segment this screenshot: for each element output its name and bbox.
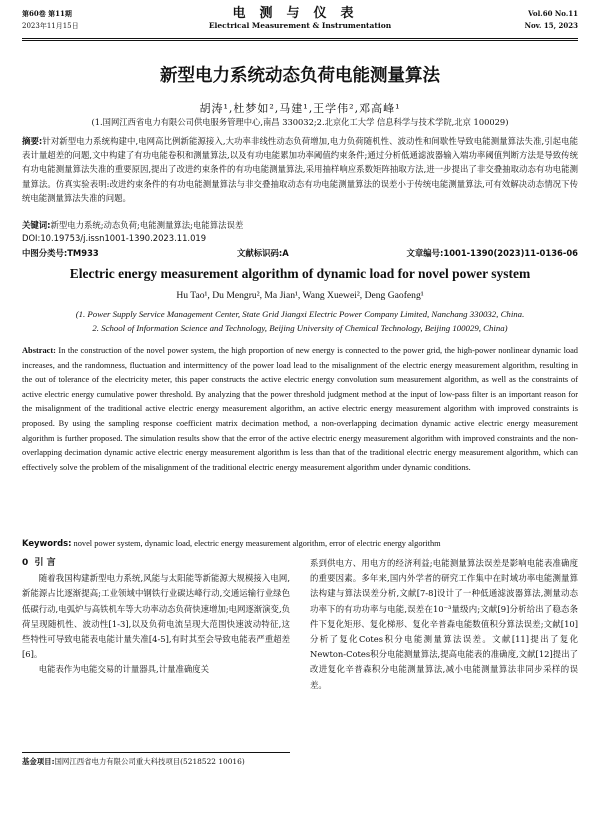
abstract-cn-text: 针对新型电力系统构建中,电网高比例新能源接入,大功率非线性动态负荷增加,电力负荷随机性、波动性和间歇性导致电能测量算法失准,引起电能表计量超差的问题,文中构建了有功电能卷积和测量算法,以及有功电能累加功率阈值约束条件;通过分析低通滤波器输入端功率阈值判断方法是导致传统有功电能测量算法失准的重要原因,提出了改进约束条件的有功电能测量算法,采用抽样响应系数矩阵抽取方法,进一步提出了非交叠抽取动态有功电能测量算法。仿真实验表明:改进约束条件的有功电能测量算法与非交叠抽取动态有功电能测量算法的误差小于传统电能测量算法,可有效解决动态情况下传统电能测量算法失准的问题。 (22, 136, 578, 203)
abstract-en (22, 344, 578, 475)
abstract-cn (22, 134, 578, 205)
intro-paragraph-1: 随着我国构建新型电力系统,风能与太阳能等新能源大规模接入电网,新能源占比逐渐提高;工业领域中钢铁行业碳达峰行动,交通运输行业绿色低碳行动,电弧炉与高铁机车等大功率动态负荷快速增加;电网逐渐演变,负荷呈现随机性、波动性[1-3],以及负荷电流呈现大范围快速波动特征,这些特性可导致电能表电能计量失准[4-5],有时其至会导致电能表严重超差[6]。 (22, 573, 290, 660)
date-cn: 2023年11月15日 (22, 22, 79, 30)
right-paragraph-1: 系到供电方、用电方的经济利益;电能测量算法误差是影响电能表准确度的重要因素。多年来,国内外学者的研究工作集中在时域功率电能测量算法构建与算法误差分析,文献[7-8]设计了一种低通滤波器算法,测量动态功率下的有功功率与电能,误差在10⁻³量级内;文献[9]分析给出了稳态条件下复化矩形、复化梯形、复化辛普森电能数值积分算法误差;文献[10]分析了复化Cotes积分电能测量算法误差。文献[11]提出了复化Newton-Cotes积分电能测量算法,提高电能表的准确度,文献[12]提出了改进复化辛普森积分电能测量算法,减小电能测量算法非同步采样的误差。 (310, 558, 578, 690)
fund-text: 国网江西省电力有限公司重大科技项目(5218522 10016) (54, 757, 245, 766)
keywords-en-text: novel power system, dynamic load, electric energy measurement algorithm, error of electric energy algorithm (73, 539, 441, 548)
keywords-cn (22, 218, 578, 232)
section-number: 0 (22, 558, 29, 568)
section-title: 引 言 (34, 558, 56, 568)
intro-paragraph-2: 电能表作为电能交易的计量器具,计量准确度关 (38, 664, 209, 675)
fund-label: 基金项目: (22, 757, 55, 766)
title-cn: 新型电力系统动态负荷电能测量算法 (160, 66, 440, 86)
header-center (22, 8, 578, 32)
abstract-en-text: In the construction of the novel power system, the high proportion of new energy is connected to the power grid, the high-power nonlinear dynamic load increases, and the randomness, fluctuation and intermittency of the power load lead to the misalignment of the electric energy measurement algorithm, resulting in the out of tolerance of the electricity meter, this paper constructs the active electric energy convolution sum measurement algorithm, as well as the constraints of active electric energy cumulative power threshold. By analyzing that the power threshold judgment method at the input of low-pass filter is an important reason for the misalignment of the traditional active electric energy measurement algorithm, an active electric energy measurement algorithm with improved constraints is proposed. By using the sampling response coefficient matrix decimation method, a non-overlapping decimation dynamic active electric energy measurement algorithm is further proposed. The simulation results show that the error of the active electric energy measurement algorithm with improved constraints and the non-overlapping decimation dynamic active electric energy measurement algorithm is less than that of the traditional electric energy measurement algorithm, which can effectively solve the problem of the misalignment of the traditional electric energy measurement algorithm under dynamic conditions. (22, 346, 578, 472)
authors-cn: 胡涛¹,杜梦如²,马建¹,王学伟²,邓高峰¹ (199, 102, 401, 115)
header-right (525, 8, 578, 32)
header-rule (22, 38, 578, 39)
affiliation-en-2: 2. School of Information Science and Technology, Beijing University of Chemical Technology, Beijing 100029, China) (92, 323, 508, 333)
journal-name-en: Electrical Measurement & Instrumentation (208, 21, 392, 30)
article-id: 文章编号:1001-1390(2023)11-0136-06 (406, 248, 578, 258)
document-code: 文献标识码:A (237, 248, 289, 258)
affiliation-cn: (1.国网江西省电力有限公司供电服务管理中心,南昌 330032;2.北京化工大学 信息科学与技术学院,北京 100029) (91, 117, 509, 127)
title-en: Electric energy measurement algorithm of dynamic load for novel power system (69, 266, 531, 281)
running-header (22, 8, 578, 48)
doi: DOI:10.19753/j.issn1001-1390.2023.11.019 (22, 233, 207, 243)
keywords-en-label: Keywords: (22, 538, 72, 548)
abstract-en-label: Abstract: (22, 346, 56, 355)
volume-en: Vol.60 No.11 (528, 9, 578, 18)
volume-cn: 第60卷 第11期 (22, 9, 72, 18)
header-rule-thin (22, 40, 578, 41)
keywords-cn-text: 新型电力系统;动态负荷;电能测量算法;电能算法误差 (50, 220, 244, 230)
authors-en: Hu Tao¹, Du Mengru², Ma Jian¹, Wang Xuewei², Deng Gaofeng¹ (176, 290, 424, 301)
affiliation-en-1: (1. Power Supply Service Management Center, State Grid Jiangxi Electric Power Company Limited, Nanchang 330032, China. (75, 309, 525, 319)
date-en: Nov. 15, 2023 (524, 21, 578, 30)
footnote-rule (22, 752, 290, 753)
abstract-cn-label: 摘要: (22, 136, 43, 146)
column-right (310, 556, 578, 693)
keywords-cn-label: 关键词: (22, 220, 51, 230)
funding-footnote (22, 756, 290, 768)
journal-name-cn: 电测与仪表 (232, 6, 368, 21)
section-heading (22, 556, 290, 571)
column-left (22, 556, 290, 678)
affiliation-en (22, 307, 578, 335)
keywords-en (22, 538, 578, 548)
clc-number: 中图分类号:TM933 (22, 248, 99, 258)
